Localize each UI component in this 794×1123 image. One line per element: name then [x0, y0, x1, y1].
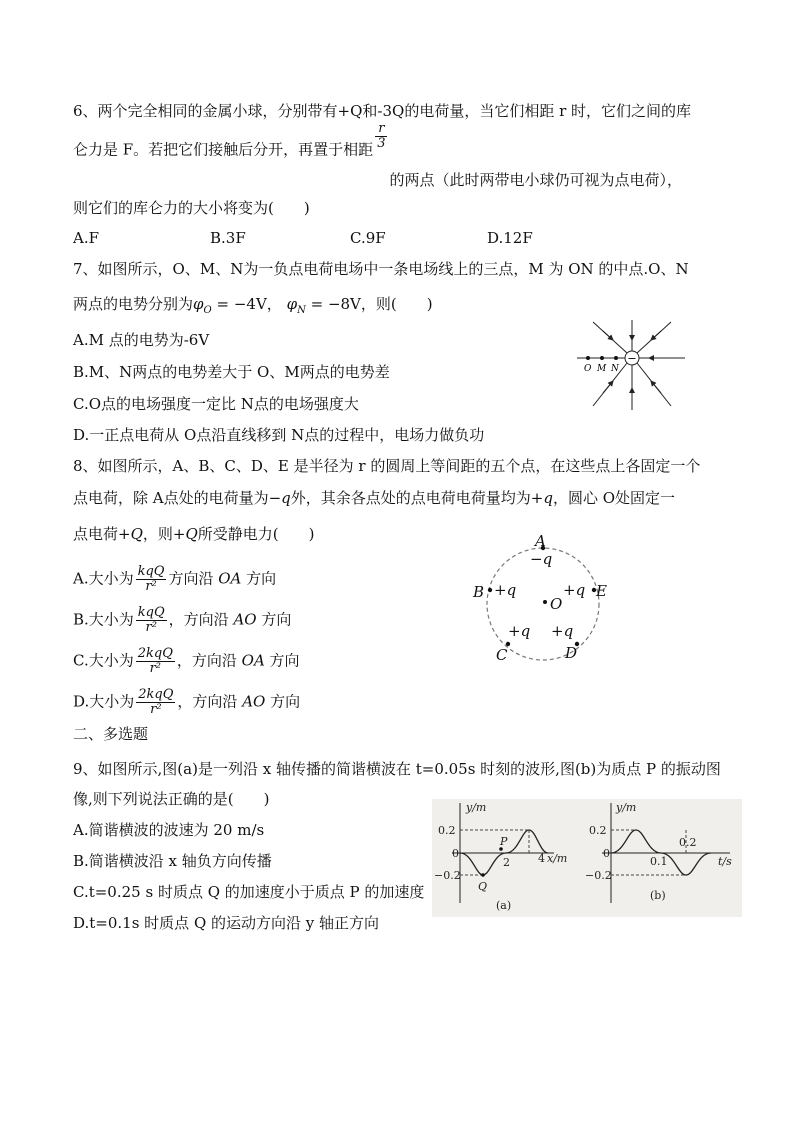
graph-a-ybot: −0.2 [434, 869, 461, 882]
q8-line1: 8、如图所示，A、B、C、D、E 是半径为 r 的圆周上等间距的五个点，在这些点上各固定一个 [73, 457, 701, 475]
section-heading: 二、多选题 [73, 725, 149, 743]
q9-line2: 像,则下列说法正确的是( ) [73, 790, 270, 808]
q6-option-a: A.F [73, 229, 100, 247]
q7-line2: 两点的电势分别为$\varphi_O = -4V$， $\varphi_N = -8V$，则( ) [73, 295, 433, 316]
point-b-label: B [473, 583, 485, 601]
graph-a-zero: 0 [452, 847, 459, 860]
q8-option-a: A.大小为 $\frac{\text{kqQ}}{\text{r²}}$ 方向沿 OA 方向 [73, 564, 277, 594]
graph-a-tick-4: 4 [538, 852, 545, 865]
q8-option-d: D.大小为 $\frac{\text{2kqQ}}{\text{r²}}$ ，方向沿 AO 方向 [73, 687, 301, 717]
q8-option-c: C.大小为 $\frac{\text{2kqQ}}{\text{r²}}$ ，方向沿 OA 方向 [73, 646, 300, 676]
q9-wave-figure [432, 799, 742, 917]
graph-a-caption: (a) [496, 899, 512, 912]
q6-fraction: $\frac{r}{3}$ [377, 121, 386, 151]
point-a-label: A [535, 532, 546, 550]
q8-option-b: B.大小为 $\frac{\text{kqQ}}{\text{r²}}$ ，方向沿 AO 方向 [73, 605, 292, 635]
graph-a-xlabel: x/m [547, 852, 568, 865]
graph-b-caption: (b) [650, 889, 666, 902]
point-n-label: N [611, 364, 619, 374]
graph-a-ylabel: y/m [466, 801, 487, 814]
charge-c-label: +q [508, 622, 531, 640]
point-p-label: P [500, 835, 508, 848]
wave-graph-b [585, 801, 732, 903]
q6-line1: 6、两个完全相同的金属小球，分别带有+Q和-3Q的电荷量，当它们相距 r 时，它们之间的库 [73, 102, 692, 120]
q8-circle-figure [468, 532, 618, 664]
graph-b-ybot: −0.2 [585, 869, 612, 882]
q9-option-d: D.t=0.1s 时质点 Q 的运动方向沿 y 轴正方向 [73, 914, 380, 932]
graph-b-ytop: 0.2 [589, 824, 607, 837]
center-o-label: O [550, 595, 563, 613]
q8-line3: 点电荷+Q，则+Q所受静电力( ) [73, 525, 315, 543]
point-d-label: D [565, 644, 578, 662]
graph-b-tick-0.1: 0.1 [650, 855, 668, 868]
point-c-label: C [496, 646, 508, 664]
charge-a-label: −q [530, 550, 553, 568]
q7-option-b: B.M、N两点的电势差大于 O、M两点的电势差 [73, 363, 390, 381]
q8-line2: 点电荷，除 A点处的电荷量为−q外，其余各点处的点电荷电荷量均为+q，圆心 O处固定一 [73, 489, 676, 507]
q9-option-b: B.简谐横波沿 x 轴负方向传播 [73, 852, 272, 870]
graph-b-tick-0.2: 0.2 [679, 836, 697, 849]
q6-option-b: B.3F [210, 229, 246, 247]
q6-option-c: C.9F [350, 229, 386, 247]
point-m-label: M [597, 364, 607, 374]
point-q-label: Q [478, 880, 488, 893]
q9-line1: 9、如图所示,图(a)是一列沿 x 轴传播的简谐横波在 t=0.05s 时刻的波形,图(b)为质点 P 的振动图 [73, 760, 721, 778]
q9-option-c: C.t=0.25 s 时质点 Q 的加速度小于质点 P 的加速度 [73, 883, 425, 901]
q6-option-d: D.12F [487, 229, 533, 247]
q7-option-a: A.M 点的电势为-6V [73, 331, 210, 349]
q9-option-a: A.简谐横波的波速为 20 m/s [73, 821, 265, 839]
graph-b-ylabel: y/m [616, 801, 637, 814]
q6-line2: 仑力是 F。若把它们接触后分开，再置于相距 $\frac{r}{3}$ 的两点（此时两带电小球仍可视为点电荷）， [73, 121, 682, 189]
q6-line3: 则它们的库仑力的大小将变为( ) [73, 199, 310, 217]
graph-b-xlabel: t/s [718, 855, 732, 868]
charge-e-label: +q [563, 581, 586, 599]
q7-field-figure [575, 318, 687, 412]
graph-a-tick-2: 2 [503, 856, 510, 869]
charge-b-label: +q [494, 581, 517, 599]
q7-option-d: D.一正点电荷从 O点沿直线移到 N点的过程中，电场力做负功 [73, 426, 485, 444]
charge-d-label: +q [551, 622, 574, 640]
q7-line1: 7、如图所示，O、M、N为一负点电荷电场中一条电场线上的三点，M 为 ON 的中点.O、N [73, 260, 689, 278]
point-e-label: E [596, 582, 607, 600]
point-o-label: O [584, 364, 592, 374]
graph-a-ytop: 0.2 [438, 824, 456, 837]
graph-b-zero: 0 [603, 847, 610, 860]
q7-option-c: C.O点的电场强度一定比 N点的电场强度大 [73, 395, 359, 413]
wave-graph-a [434, 801, 567, 912]
negative-charge-label: − [627, 352, 637, 365]
